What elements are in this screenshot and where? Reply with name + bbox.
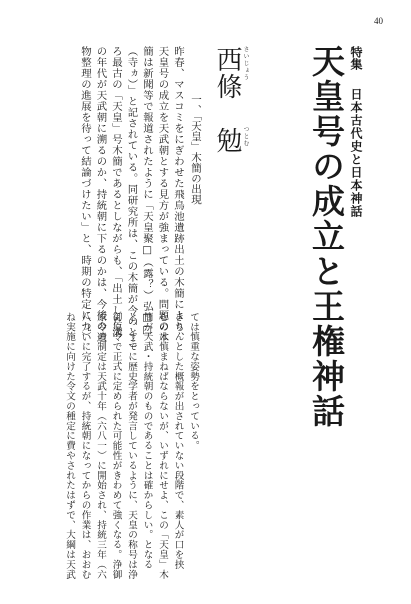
text-column: 昨春、マスコミをにぎわせた飛鳥池遺跡出土の木簡により、 [172,46,184,343]
text-column: と、すでに歴史学者が発言しているように、天皇の称号は浄 [126,312,137,580]
author-name: 西條 勉 [212,46,242,154]
text-column: 天皇号の成立を天武朝とする見方が強まっている。問題の木 [156,46,169,343]
text-column: ね実施に向けた令文の種定に費やされたはずで、大綱は天武 [64,312,75,580]
feature-subtitle: 日本古代史と日本神話 [349,88,363,218]
text-column: ては慎重な姿勢をとっている。 [188,312,199,451]
lower-body-text [62,312,202,584]
feature-label: 特集 [349,46,363,70]
article-title: 天皇号の成立と王権神話 [307,44,346,429]
text-column: 簡は新聞等で報道されたように「天皇聚□（露？）弘□□ [141,46,153,337]
upper-body-text [77,46,186,349]
text-column: 八九）に完了するが、持統朝になってからの作業は、おおむ [79,312,91,580]
section-heading: 一、「天皇」木簡の出現 [190,94,202,205]
text-column: の年代が天武朝に溯るのか、持統朝に下るのかは、今後の遺 [94,46,107,343]
text-column: 御原令で正式に定められた可能性がきわめて強くなる。浄御 [110,312,122,580]
text-column: 原令の制定は天武十年（六八一）に開始され、持統三年（六 [95,312,106,580]
text-column: 簡が天武・持統朝のものであることは確からしい。となる [141,312,153,570]
page-number: 40 [374,16,383,26]
text-column: ろ最古の「天皇」号木簡であるとしながらも、「出土した溝 [110,46,122,338]
text-column: （寺ヵ）」と記されている。同研究所は、この木簡が今のとこ [125,46,138,349]
text-column: むのは慎まねばならないが、いずれにせよ、この「天皇」木 [157,312,168,580]
text-column: きちんとした概報が出されていない段階で、素人が口を挟 [172,312,184,570]
author-ruby-given: つとむ [242,126,249,147]
text-column: 物整理の進展を待って結論づけたい」と、時期の特定につい [79,46,91,343]
author-ruby-surname: さいじょう [242,46,249,81]
